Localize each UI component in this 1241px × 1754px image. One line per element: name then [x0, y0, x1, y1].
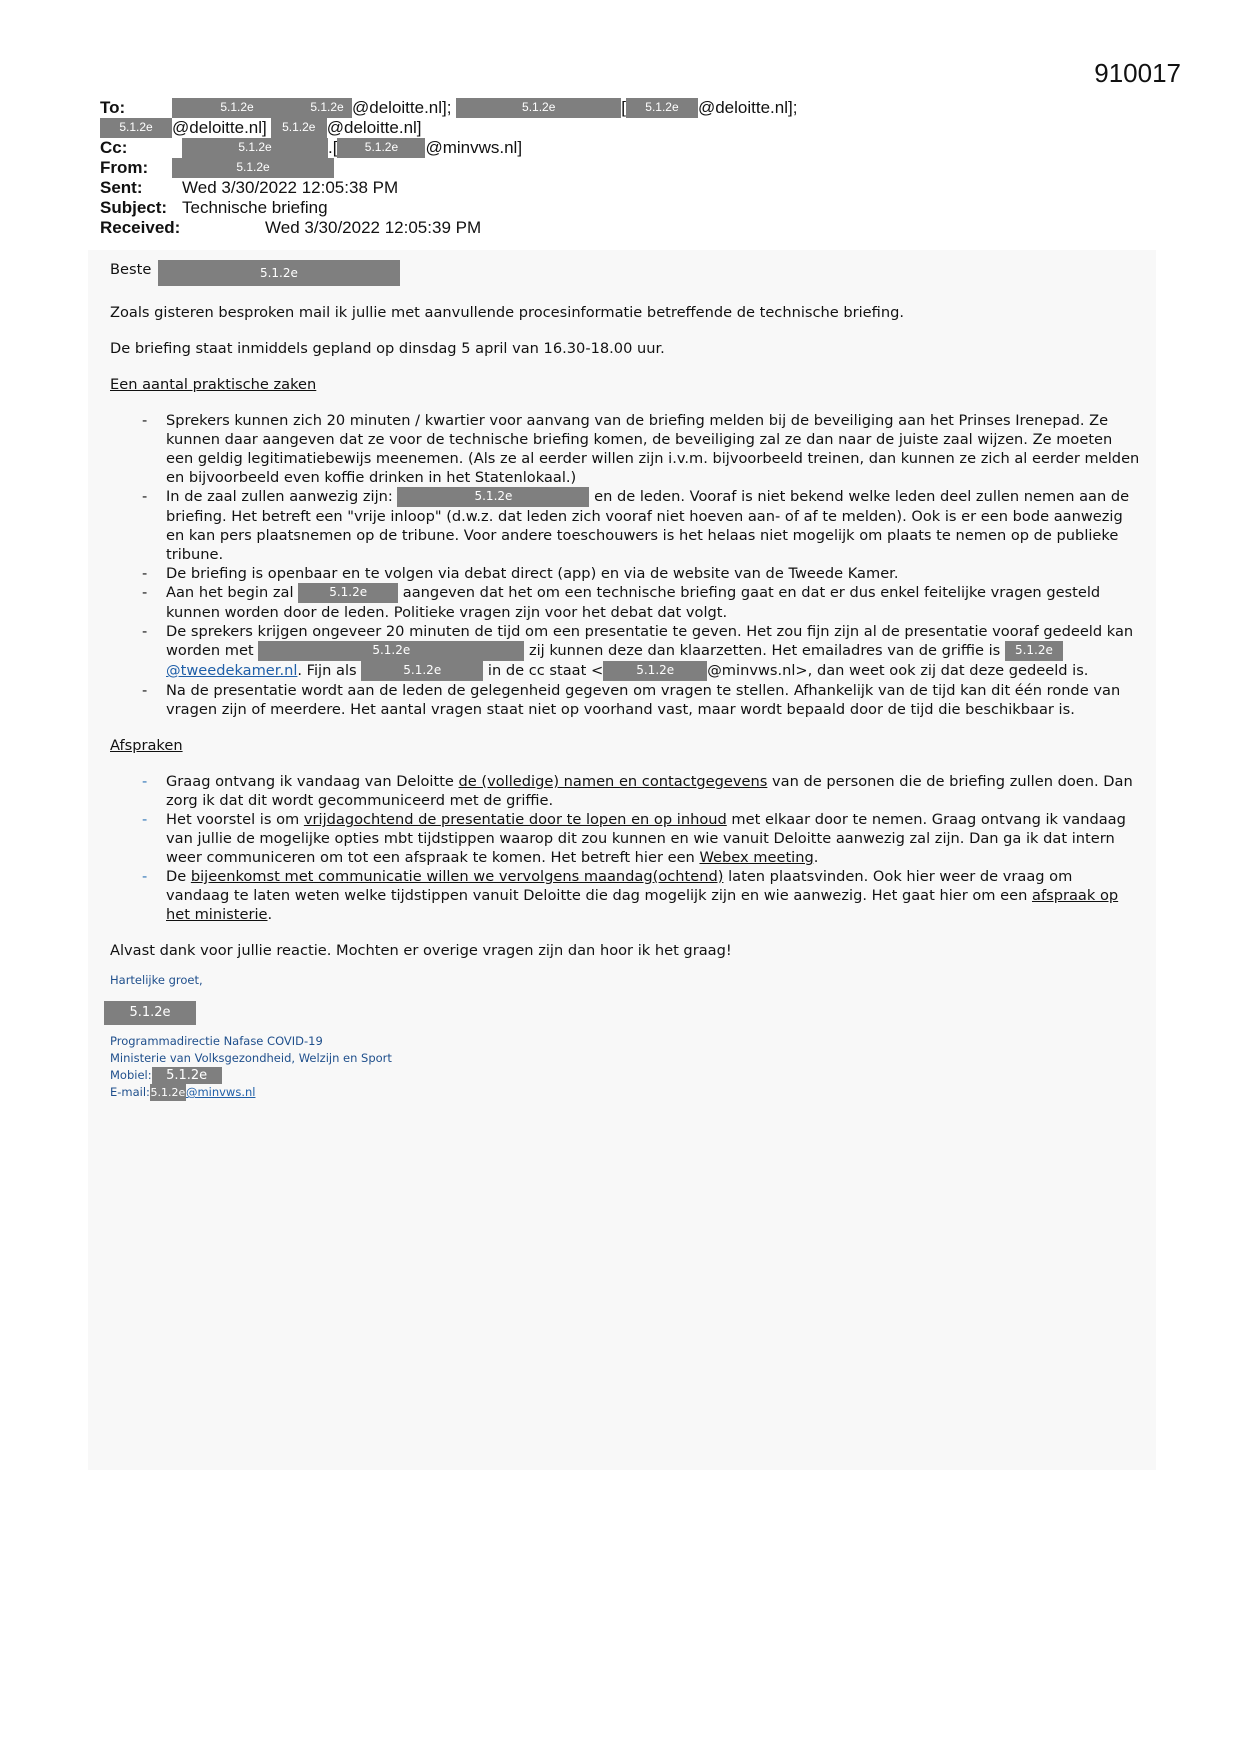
- list-item: - Het voorstel is om vrijdagochtend de presentatie door te lopen en op inhoud met elkaar door te nemen. Graag ontvang ik vandaag van jullie de mogelijke opties mbt tijdstippen waarop dit zou kunnen en wie vanuit Deloitte aanwezig zal zijn. Dan ga ik dat intern weer communiceren om tot een afspraak te komen. Het betreft hier een Webex meeting.: [110, 810, 1140, 867]
- bracket: [: [621, 98, 626, 117]
- received-row: [100, 218, 1160, 238]
- redaction: 5.1.2e: [100, 118, 172, 138]
- cc-label: Cc:: [100, 138, 128, 157]
- separator: .[: [328, 138, 338, 157]
- list-item: - De bijeenkomst met communicatie willen we vervolgens maandag(ochtend) laten plaatsvinden. Ook hier weer de vraag om vandaag te laten weten welke tijdstippen vanuit Deloitte die dag mogelijk zijn en wie aanwezig. Het gaat hier om een afspraak op het ministerie.: [110, 867, 1140, 924]
- closing-line: Alvast dank voor jullie reactie. Mochten er overige vragen zijn dan hoor ik het graag!: [110, 942, 732, 959]
- to-label: To:: [100, 98, 126, 117]
- from-label: From:: [100, 158, 149, 177]
- signature: [110, 972, 1140, 1101]
- signature-regards: Hartelijke groet,: [110, 973, 203, 987]
- email-header: [100, 98, 1160, 238]
- list-item: - De briefing is openbaar en te volgen via debat direct (app) en via de website van de Tweede Kamer.: [110, 564, 1140, 583]
- cc-domain: @minvws.nl]: [425, 138, 523, 157]
- list-item: - Na de presentatie wordt aan de leden de gelegenheid gegeven om vragen te stellen. Afhankelijk van de tijd kan dit één ronde van vragen zijn of meerdere. Het aantal vragen staat niet op voorhand vast, maar wordt bepaald door de tijd die beschikbaar is.: [110, 681, 1140, 719]
- signature-email-link[interactable]: @minvws.nl: [185, 1085, 256, 1099]
- list-item: - Sprekers kunnen zich 20 minuten / kwartier voor aanvang van de briefing melden bij de beveiliging aan het Prinses Irenepad. Ze kunnen daar aangeven dat ze voor de technische briefing komen, de beveiliging zal ze dan naar de juiste zaal wijzen. Ze moeten een geldig legitimatiebewijs meenemen. (Als ze al eerder willen zijn i.v.m. bijvoorbeeld treinen, dan kunnen ze zich al eerder melden en bijvoorbeeld even koffie drinken in het Statenlokaal.): [110, 411, 1140, 487]
- redaction: 5.1.2e: [150, 1086, 186, 1099]
- signature-mobile: Mobiel: 5.1.2e: [110, 1067, 1140, 1084]
- subject-row: [100, 198, 1160, 218]
- sent-row: [100, 178, 1160, 198]
- redaction: 5.1.2e: [603, 661, 707, 681]
- section-heading: Afspraken: [110, 737, 183, 754]
- subject-value: Technische briefing: [182, 198, 328, 217]
- from-row: [100, 158, 1160, 178]
- redaction: 5.1.2e: [104, 1001, 196, 1025]
- greeting-line: [110, 260, 1140, 286]
- document-number: 910017: [1094, 58, 1181, 88]
- to-domain: @deloitte.nl];: [697, 98, 798, 117]
- redaction: 5.1.2e: [302, 98, 352, 118]
- signature-line: Programmadirectie Nafase COVID-19: [110, 1034, 323, 1048]
- redaction: 5.1.2e: [397, 487, 589, 507]
- list-item: - In de zaal zullen aanwezig zijn: 5.1.2e en de leden. Vooraf is niet bekend welke leden deel zullen nemen aan de briefing. Het betreft een "vrije inloop" (d.w.z. dat leden zich vooraf niet hoeven aan- of af te melden). Ook is er een bode aanwezig en kan pers plaatsnemen op de tribune. Voor andere toeschouwers is het helaas niet mogelijk om plaats te nemen op de publieke tribune.: [110, 487, 1140, 564]
- received-label: Received:: [100, 218, 181, 237]
- paragraph: De briefing staat inmiddels gepland op dinsdag 5 april van 16.30-18.00 uur.: [110, 340, 665, 357]
- redaction: 5.1.2e: [626, 98, 698, 118]
- agreements-list: [110, 772, 1140, 924]
- greeting: Beste: [110, 261, 152, 278]
- paragraph: Zoals gisteren besproken mail ik jullie met aanvullende procesinformatie betreffende de technische briefing.: [110, 304, 905, 321]
- signature-email: E-mail:5.1.2e@minvws.nl: [110, 1085, 256, 1099]
- email-body: [88, 250, 1156, 1470]
- to-row: [100, 98, 1160, 118]
- sent-value: Wed 3/30/2022 12:05:38 PM: [182, 178, 399, 197]
- to-domain: @deloitte.nl];: [352, 98, 452, 117]
- to-row-2: [100, 118, 1160, 138]
- redaction: 5.1.2e: [1005, 641, 1063, 661]
- received-value: Wed 3/30/2022 12:05:39 PM: [265, 218, 482, 237]
- subject-label: Subject:: [100, 198, 168, 217]
- to-domain: @deloitte.nl]: [172, 118, 267, 137]
- list-item: - Aan het begin zal 5.1.2e aangeven dat het om een technische briefing gaat en dat er dus enkel feitelijke vragen gesteld kunnen worden door de leden. Politieke vragen zijn voor het debat dat volgt.: [110, 583, 1140, 622]
- cc-row: [100, 138, 1160, 158]
- to-domain: @deloitte.nl]: [326, 118, 422, 137]
- redaction: 5.1.2e: [152, 1067, 222, 1084]
- redaction: 5.1.2e: [337, 138, 425, 158]
- redaction: 5.1.2e: [172, 158, 334, 178]
- signature-line: Ministerie van Volksgezondheid, Welzijn en Sport: [110, 1051, 392, 1065]
- redaction: 5.1.2e: [271, 118, 327, 138]
- list-item: - De sprekers krijgen ongeveer 20 minuten de tijd om een presentatie te geven. Het zou fijn zijn al de presentatie vooraf gedeeld kan worden met 5.1.2e zij kunnen deze dan klaarzetten. Het emailadres van de griffie is 5.1.2e@tweedekamer.nl. Fijn als 5.1.2e in de cc staat < 5.1.2e @minvws.nl>, dan weet ook zij dat deze gedeeld is.: [110, 622, 1140, 681]
- redaction: 5.1.2e: [182, 138, 328, 158]
- redaction: 5.1.2e: [298, 583, 398, 603]
- redaction: 5.1.2e: [361, 661, 483, 681]
- redaction: 5.1.2e: [456, 98, 621, 118]
- griffie-email-link[interactable]: @tweedekamer.nl: [166, 662, 298, 679]
- practical-list: [110, 411, 1140, 719]
- list-item: - Graag ontvang ik vandaag van Deloitte de (volledige) namen en contactgegevens van de personen die de briefing zullen doen. Dan zorg ik dat dit wordt gecommuniceerd met de griffie.: [110, 772, 1140, 810]
- redaction: 5.1.2e: [158, 260, 400, 286]
- redaction: 5.1.2e: [172, 98, 302, 118]
- sent-label: Sent:: [100, 178, 143, 197]
- section-heading: Een aantal praktische zaken: [110, 376, 317, 393]
- redaction: 5.1.2e: [258, 641, 524, 661]
